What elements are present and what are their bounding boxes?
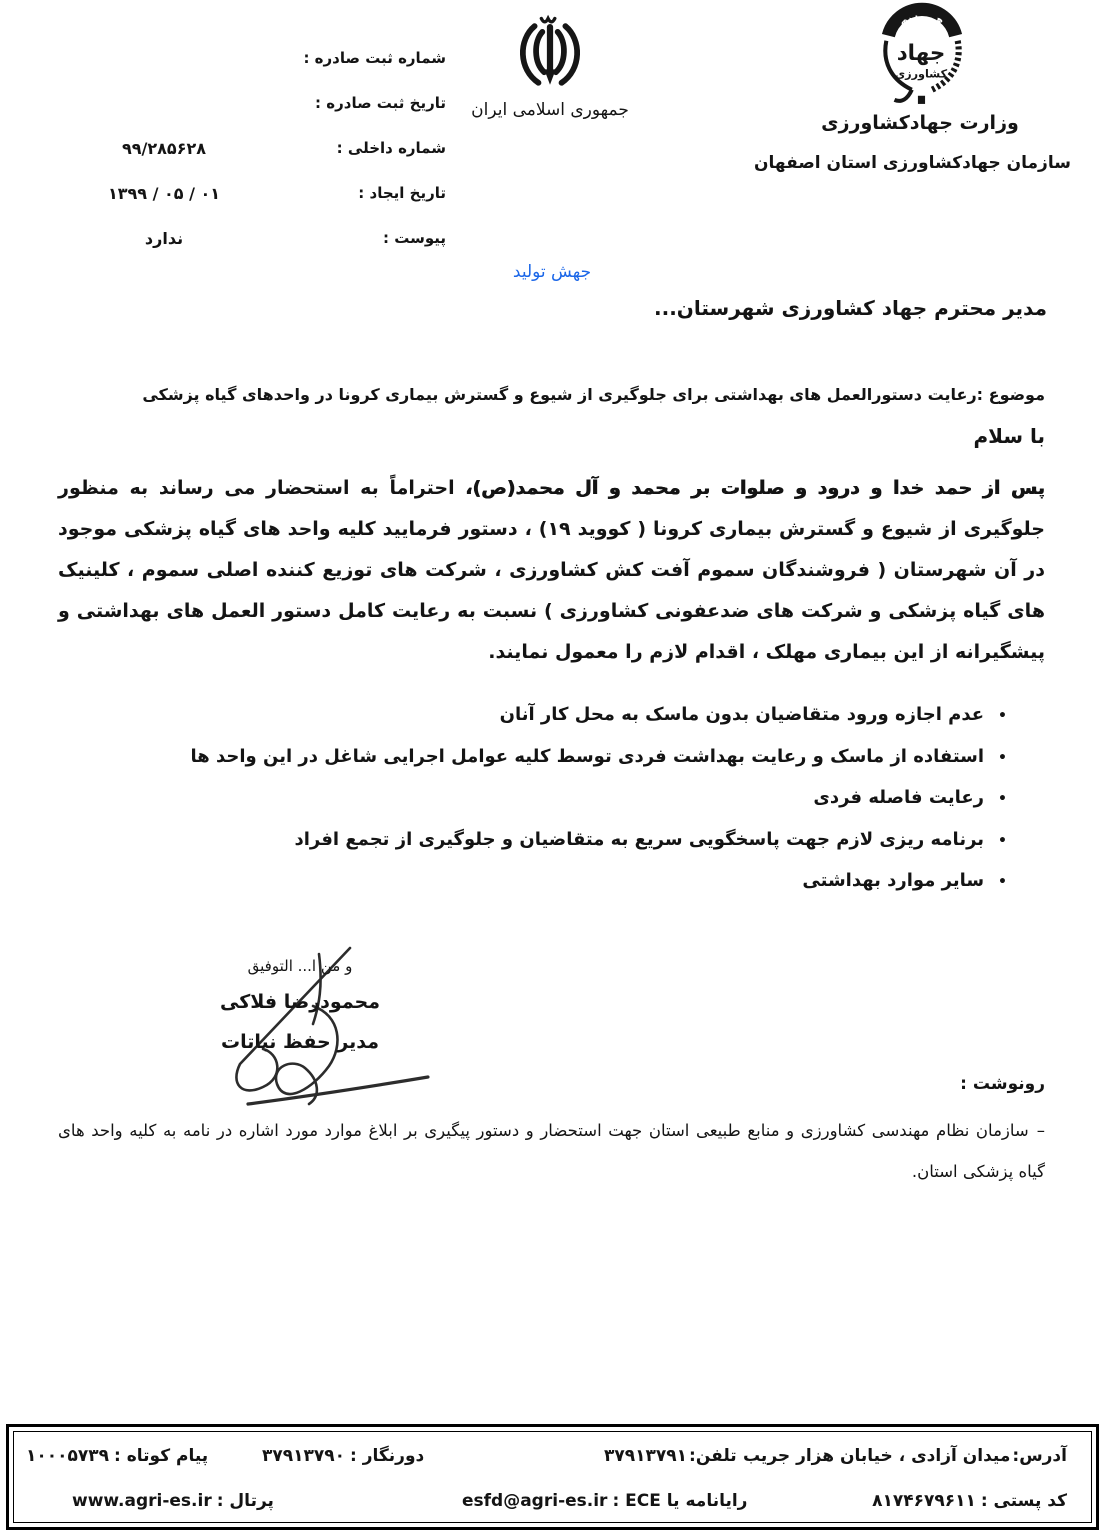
fax-value: ۳۷۹۱۳۷۹۰ [262, 1446, 346, 1466]
bullet-icon: • [998, 708, 1007, 724]
recipient-line: مدیر محترم جهاد کشاورزی شهرستان... [654, 296, 1047, 320]
list-item: • عدم اجازه ورود متقاضیان بدون ماسک به محل کار آنان [499, 704, 1007, 725]
portal-label: پرتال : [216, 1491, 274, 1511]
list-item: • رعایت فاصله فردی [813, 787, 1007, 808]
ministry-title: وزارت جهادکشاورزی [821, 112, 1019, 134]
footer-portal [72, 1489, 274, 1513]
address-value: میدان آزادی ، خیابان هزار جریب [742, 1446, 1011, 1466]
bullet-icon: • [998, 749, 1007, 766]
cc-item: –سازمان نظام مهندسی کشاورزی و منابع طبیعی استان جهت استحضار و دستور پیگیری بر ابلاغ موارد مورد اشاره در نامه به کلیه واحد های گیاه پزشکی استان. [58, 1121, 1045, 1181]
subject-line: موضوع :رعایت دستورالعمل های بهداشتی برای جلوگیری از شیوع و گسترش بیماری کرونا در واحدهای گیاه پزشکی [142, 385, 1045, 404]
bullet-icon: • [998, 874, 1007, 890]
email-value: esfd@agri-es.ir [462, 1491, 608, 1511]
address-label: آدرس: [1012, 1446, 1067, 1466]
sms-value: ۱۰۰۰۵۷۳۹ [26, 1446, 110, 1466]
footer-fax [262, 1444, 424, 1468]
internal-number-value: ۹۹/۲۸۵۶۲۸ [122, 139, 206, 158]
footer-contact-box [6, 1424, 1099, 1530]
list-item: • برنامه ریزی لازم جهت پاسخگویی سریع به متقاضیان و جلوگیری از تجمع افراد [294, 828, 1007, 850]
body-paragraph [58, 468, 1045, 673]
field-label-issued-number: شماره ثبت صادره : [303, 49, 446, 67]
list-item: • استفاده از ماسک و رعایت بهداشت فردی توسط کلیه عوامل اجرایی شاغل در این واحد ها [190, 745, 1007, 767]
signature-invocation: و من ا... التوفیق [247, 957, 353, 975]
year-slogan: جهش تولید [512, 262, 592, 282]
instructions-list [100, 704, 1007, 912]
logo-main-text: جهاد [896, 41, 946, 67]
fax-label: دورنگار : [350, 1446, 425, 1466]
footer-inner-border [13, 1431, 1092, 1523]
footer-postal-code [872, 1489, 1067, 1513]
field-label-issued-date: تاریخ ثبت صادره : [315, 94, 446, 112]
footer-email [462, 1489, 747, 1513]
attachment-value: ندارد [144, 229, 184, 248]
cc-dash: – [1036, 1121, 1045, 1140]
phone-label: تلفن: [689, 1446, 737, 1466]
registration-labels [248, 36, 446, 261]
list-item: • سایر موارد بهداشتی [802, 870, 1007, 891]
country-title: جمهوری اسلامی ایران [471, 100, 629, 120]
salutation: با سلام [973, 424, 1045, 448]
footer-address [743, 1444, 1067, 1468]
jahad-keshavarzi-logo [860, 2, 984, 108]
bullet-icon: • [998, 791, 1007, 807]
bullet-icon: • [998, 832, 1007, 849]
phone-value: ۳۷۹۱۳۷۹۱ [604, 1446, 688, 1466]
signer-name: محمودرضا فلاکی [219, 991, 381, 1013]
field-label-creation-date: تاریخ ایجاد : [358, 184, 446, 202]
signer-title: مدیر حفظ نباتات [220, 1031, 380, 1053]
postal-label: کد پستی : [980, 1491, 1067, 1511]
logo-top-text: همه باهم [901, 14, 943, 26]
email-label: رایانامه یا ECE : [612, 1491, 748, 1511]
footer-phone [604, 1444, 737, 1468]
registration-values [66, 126, 262, 261]
logo-bottom-text: کشاورزی [894, 67, 948, 81]
field-label-internal-number: شماره داخلی : [336, 139, 446, 157]
body-rest-text: احتراماً به استحضار می رساند به منظور جلوگیری از شیوع و گسترش بیماری کرونا ( کووید ۱۹) ، دستور فرمایید کلیه واحد های گیاه پزشکی موجود در آن شهرستان ( فروشندگان سموم آفت کش کشاورزی ، شرکت های توزیع کننده اصلی سموم ، کلینیک های گیاه پزشکی و شرکت های ضدعفونی کشاورزی ) نسبت به رعایت کامل دستور العمل های بهداشتی و پیشگیرانه از این بیماری مهلک ، اقدام لازم را معمول نمایند. [58, 477, 1045, 663]
handwritten-signature [200, 944, 435, 1116]
cc-label: رونوشت : [960, 1074, 1045, 1094]
organization-title: سازمان جهادکشاورزی استان اصفهان [754, 153, 1071, 173]
footer-sms [26, 1444, 208, 1468]
sms-label: پیام کوتاه : [114, 1446, 209, 1466]
body-lead-phrase: پس از حمد خدا و درود و صلوات بر محمد و آل محمد(ص)، [465, 477, 1045, 499]
field-label-attachment: پیوست : [382, 229, 446, 247]
creation-date-value: ۱۳۹۹ / ۰۵ / ۰۱ [107, 184, 221, 203]
portal-value: www.agri-es.ir [72, 1491, 212, 1511]
iran-emblem-icon [500, 6, 600, 102]
postal-value: ۸۱۷۴۶۷۹۶۱۱ [872, 1491, 976, 1511]
